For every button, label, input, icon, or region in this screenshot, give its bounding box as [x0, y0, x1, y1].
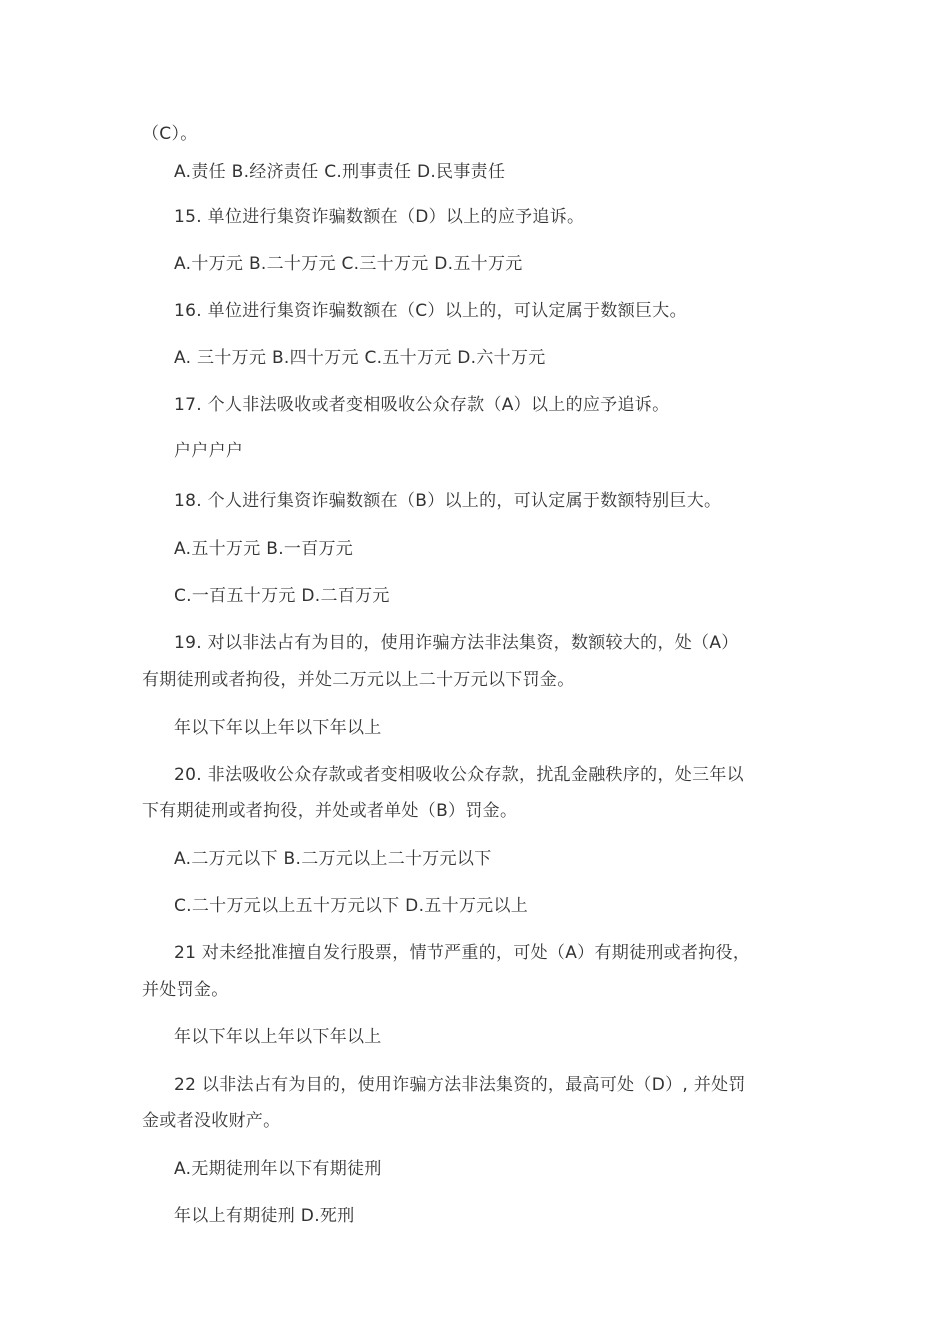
text-line: 年以上有期徒刑 D.死刑 [174, 1206, 355, 1226]
text-line: 金或者没收财产。 [142, 1111, 281, 1131]
text-line: C.一百五十万元 D.二百万元 [174, 586, 390, 606]
text-line: A.无期徒刑年以下有期徒刑 [174, 1159, 382, 1179]
text-line: A.责任 B.经济责任 C.刑事责任 D.民事责任 [174, 162, 506, 182]
text-line: 年以下年以上年以下年以上 [174, 718, 382, 738]
text-line: 有期徒刑或者拘役，并处二万元以上二十万元以下罚金。 [142, 670, 575, 690]
text-line: A.二万元以下 B.二万元以上二十万元以下 [174, 849, 492, 869]
text-line: 并处罚金。 [142, 980, 229, 1000]
text-line: 16. 单位进行集资诈骗数额在（C）以上的，可认定属于数额巨大。 [174, 301, 687, 321]
text-line: （C）。 [142, 124, 198, 144]
text-line: A. 三十万元 B.四十万元 C.五十万元 D.六十万元 [174, 348, 546, 368]
text-line: A.十万元 B.二十万元 C.三十万元 D.五十万元 [174, 254, 523, 274]
text-line: 20. 非法吸收公众存款或者变相吸收公众存款，扰乱金融秩序的，处三年以 [174, 765, 744, 785]
text-line: 18. 个人进行集资诈骗数额在（B）以上的，可认定属于数额特别巨大。 [174, 491, 722, 511]
text-line: 下有期徒刑或者拘役，并处或者单处（B）罚金。 [142, 801, 518, 821]
text-line: 年以下年以上年以下年以上 [174, 1027, 382, 1047]
text-line: C.二十万元以上五十万元以下 D.五十万元以上 [174, 896, 529, 916]
text-line: 22 以非法占有为目的，使用诈骗方法非法集资的，最高可处（D）, 并处罚 [174, 1075, 746, 1095]
text-line: A.五十万元 B.一百万元 [174, 539, 354, 559]
text-line: 15. 单位进行集资诈骗数额在（D）以上的应予追诉。 [174, 207, 585, 227]
text-line: 户户户户 [174, 441, 244, 461]
text-line: 19. 对以非法占有为目的，使用诈骗方法非法集资，数额较大的，处（A） [174, 633, 739, 653]
text-line: 21 对未经批准擅自发行股票，情节严重的，可处（A）有期徒刑或者拘役， [174, 943, 751, 963]
text-line: 17. 个人非法吸收或者变相吸收公众存款（A）以上的应予追诉。 [174, 395, 670, 415]
